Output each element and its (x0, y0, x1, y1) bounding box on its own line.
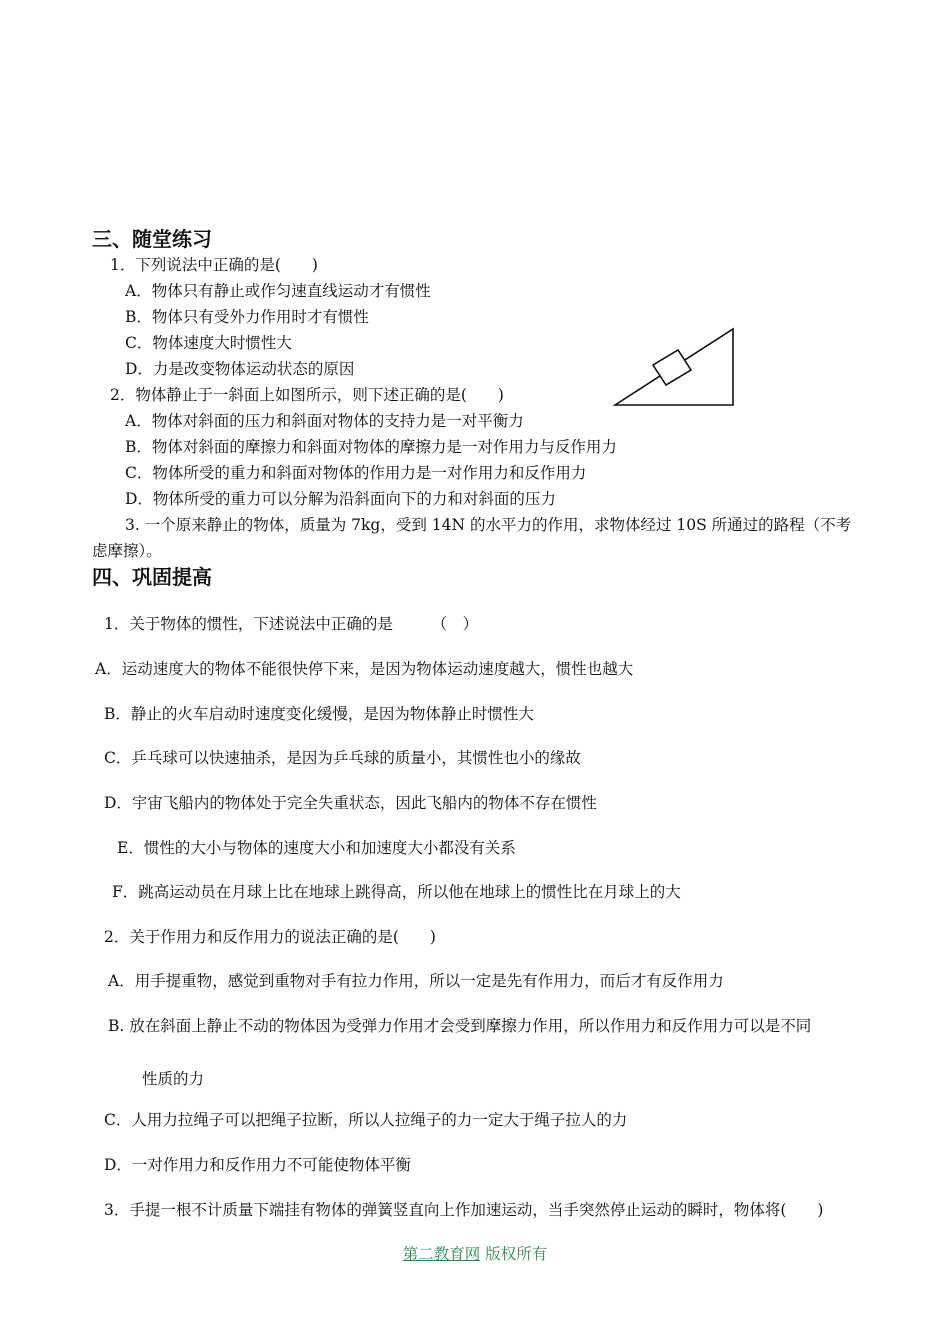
s3-q2-option-c: C．物体所受的重力和斜面对物体的作用力是一对作用力和反作用力 (125, 464, 587, 482)
footer-copyright: 版权所有 (480, 1245, 548, 1263)
s4-q1-option-d: D．宇宙飞船内的物体处于完全失重状态，因此飞船内的物体不存在惯性 (104, 794, 597, 812)
s3-q1-option-a: A．物体只有静止或作匀速直线运动才有惯性 (125, 282, 431, 300)
section-3-title: 三、随堂练习 (92, 227, 212, 251)
s3-q3-line2: 虑摩擦）。 (92, 542, 162, 560)
s4-q2-option-b-cont: 性质的力 (142, 1070, 205, 1088)
page-footer (0, 1242, 950, 1264)
incline-block-figure (610, 325, 740, 410)
s4-q2-option-d: D．一对作用力和反作用力不可能使物体平衡 (104, 1156, 411, 1174)
s4-q2-option-a: A．用手提重物，感觉到重物对手有拉力作用，所以一定是先有作用力，而后才有反作用力 (108, 972, 724, 990)
s3-q2-option-a: A．物体对斜面的压力和斜面对物体的支持力是一对平衡力 (125, 412, 524, 430)
s4-q1-option-f: F．跳高运动员在月球上比在地球上跳得高，所以他在地球上的惯性比在月球上的大 (112, 883, 681, 901)
s3-q2-option-b: B．物体对斜面的摩擦力和斜面对物体的摩擦力是一对作用力与反作用力 (125, 438, 617, 456)
s3-q3-line1: 3. 一个原来静止的物体，质量为 7kg，受到 14N 的水平力的作用，求物体经过 10S 所通过的路程（不考 (125, 516, 852, 534)
s4-q1-option-e: E．惯性的大小与物体的速度大小和加速度大小都没有关系 (117, 839, 516, 857)
s4-q1-option-c: C．乒乓球可以快速抽杀，是因为乒乓球的质量小，其惯性也小的缘故 (104, 749, 581, 767)
s3-q2-stem: 2．物体静止于一斜面上如图所示，则下述正确的是( ) (110, 386, 504, 404)
s3-q2-option-d: D．物体所受的重力可以分解为沿斜面向下的力和对斜面的压力 (125, 490, 556, 508)
s4-q3-stem: 3．手提一根不计质量下端挂有物体的弹簧竖直向上作加速运动，当手突然停止运动的瞬时，物体将( ) (104, 1201, 824, 1219)
s4-q2-stem: 2．关于作用力和反作用力的说法正确的是( ) (104, 928, 436, 946)
s4-q2-option-c: C．人用力拉绳子可以把绳子拉断，所以人拉绳子的力一定大于绳子拉人的力 (104, 1111, 628, 1129)
s4-q1-option-b: B．静止的火车启动时速度变化缓慢，是因为物体静止时惯性大 (104, 705, 534, 723)
s3-q1-stem: 1．下列说法中正确的是( ) (110, 256, 318, 274)
section-4-title: 四、巩固提高 (92, 565, 212, 589)
s3-q1-option-b: B．物体只有受外力作用时才有惯性 (125, 308, 369, 326)
footer-site-link[interactable]: 第二教育网 (402, 1245, 481, 1263)
s4-q2-option-b: B. 放在斜面上静止不动的物体因为受弹力作用才会受到摩擦力作用，所以作用力和反作用力可以是不同 (108, 1017, 812, 1035)
s3-q1-option-d: D．力是改变物体运动状态的原因 (125, 360, 355, 378)
s4-q1-option-a: A．运动速度大的物体不能很快停下来，是因为物体运动速度越大，惯性也越大 (95, 660, 634, 678)
s3-q1-option-c: C．物体速度大时惯性大 (125, 334, 292, 352)
block-on-incline (653, 350, 691, 385)
s4-q1-stem: 1．关于物体的惯性，下述说法中正确的是 （ ） (104, 615, 479, 633)
